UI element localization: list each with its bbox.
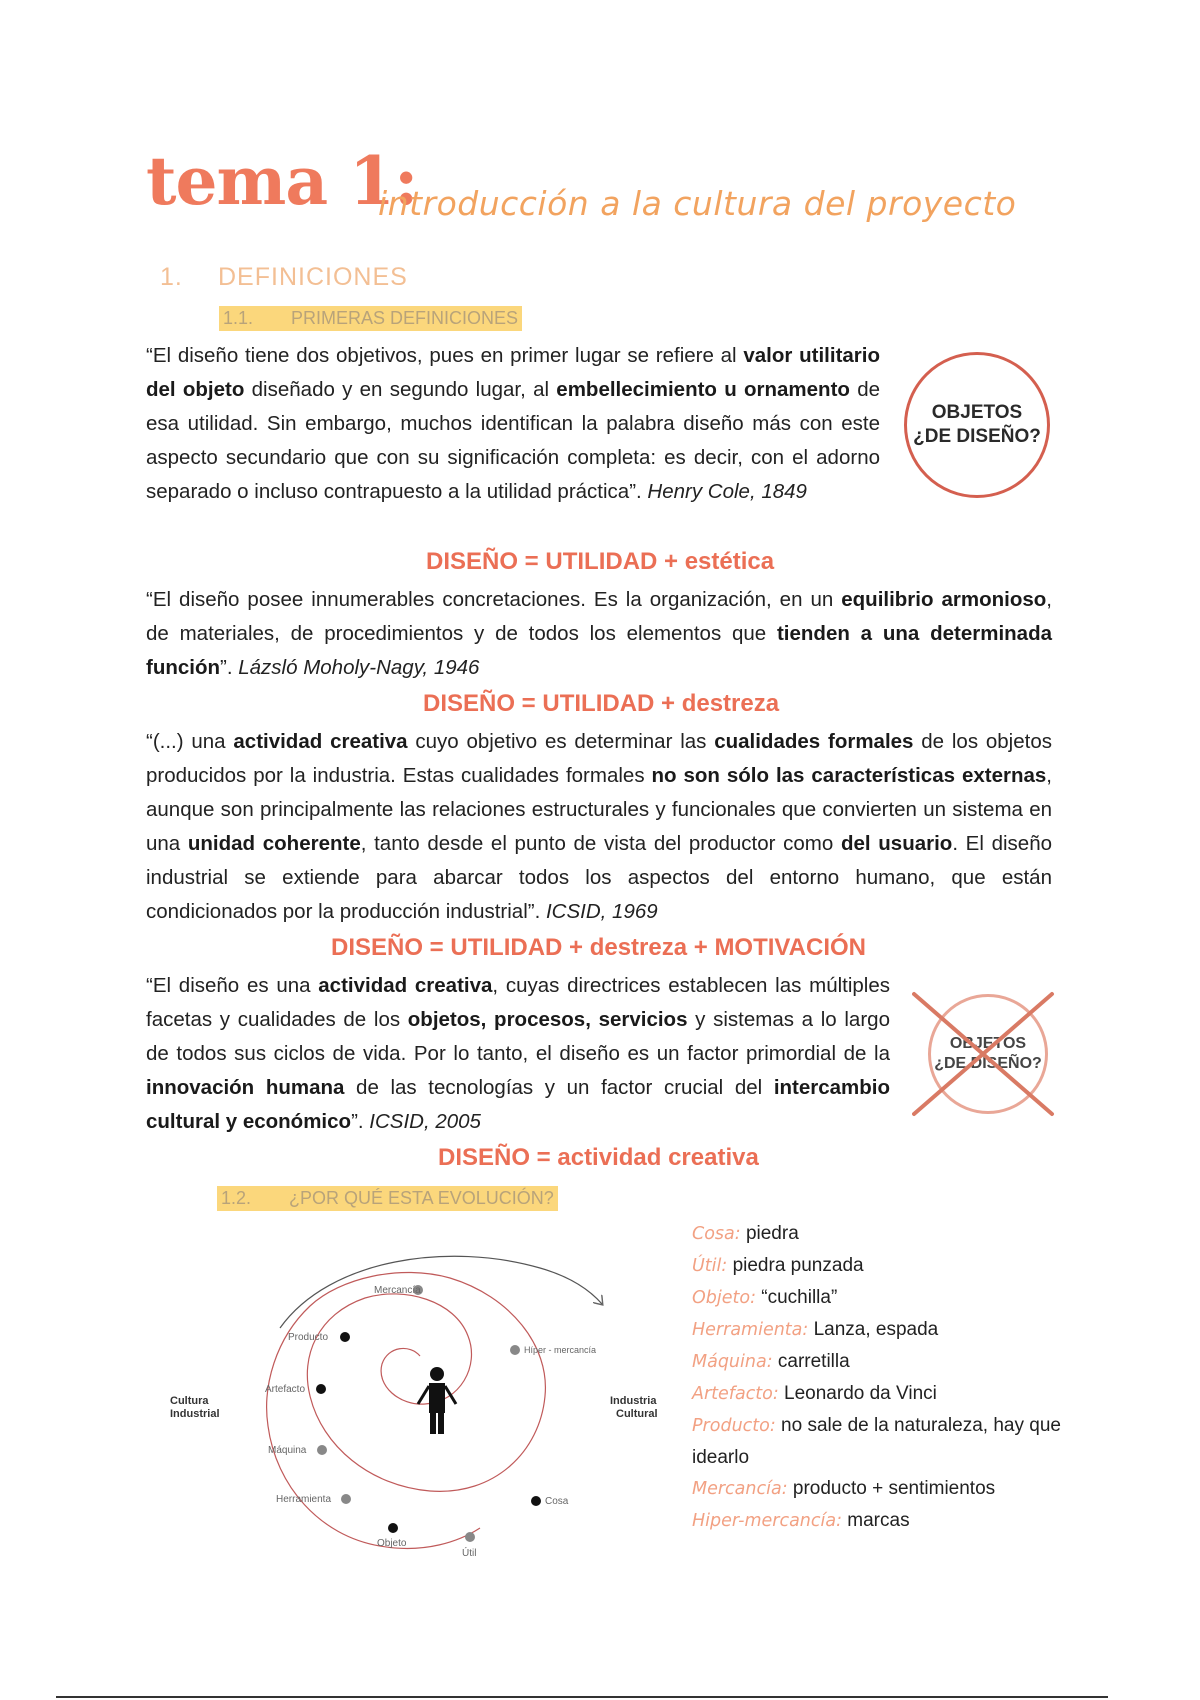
legend-desc: marcas: [842, 1510, 910, 1531]
quote-citation: ICSID, 2005: [369, 1110, 481, 1133]
evolution-legend-list: [692, 1218, 1062, 1537]
legend-item: [692, 1346, 1062, 1378]
quote-bold: actividad creativa: [233, 730, 408, 753]
cultura-industrial-label: Cultura: [170, 1395, 209, 1407]
quote-bold: no son sólo las características externas: [651, 764, 1047, 787]
legend-term: Hiper-mercancía:: [692, 1511, 842, 1531]
node-label: Mercancía: [374, 1285, 421, 1296]
quote-text: “(...) una: [146, 730, 234, 753]
quote-icsid-1969: [146, 725, 1052, 929]
node-label: Objeto: [377, 1538, 407, 1549]
page-title: tema 1:: [146, 142, 418, 220]
legend-item: [692, 1378, 1062, 1410]
legend-item: [692, 1218, 1062, 1250]
quote-henry-cole: [146, 339, 880, 509]
formula-destreza: DISEÑO = UTILIDAD + destreza: [423, 690, 780, 717]
legend-item: [692, 1473, 1062, 1505]
quote-bold: valor utilitario del objeto: [146, 344, 880, 401]
quote-text: “El diseño tiene dos objetivos, pues en primer lugar se refiere al: [146, 344, 744, 367]
legend-item: [692, 1505, 1062, 1537]
legend-item: [692, 1250, 1062, 1282]
evolution-spiral-diagram: [150, 1236, 670, 1576]
legend-term: Artefacto:: [692, 1384, 779, 1404]
crossed-objetos-badge: [912, 990, 1062, 1120]
legend-term: Cosa:: [692, 1224, 741, 1244]
quote-text: “El diseño posee innumerables concretaciones. Es la organización, en un: [146, 588, 842, 611]
quote-text: y sistemas a lo largo de todos sus ciclos de vida. Por lo tanto, el diseño es un factor primordial de la: [146, 1008, 890, 1065]
legend-desc: Lanza, espada: [808, 1319, 939, 1340]
industria-cultural-label: Cultural: [616, 1408, 658, 1420]
legend-item: [692, 1282, 1062, 1314]
quote-citation: Henry Cole, 1849: [647, 480, 807, 503]
quote-text: , de materiales, de procedimientos y de todos los elementos que: [146, 588, 1052, 645]
cultura-industrial-label: Industrial: [170, 1408, 220, 1420]
node-label: Cosa: [545, 1496, 569, 1507]
person-icon: [418, 1367, 456, 1434]
quote-text: “El diseño es una: [146, 974, 319, 997]
subsection-label: ¿POR QUÉ ESTA EVOLUCIÓN?: [289, 1188, 554, 1208]
subsection-heading-evolucion: [217, 1186, 558, 1211]
node-label: Útil: [462, 1548, 477, 1559]
node-label: Herramienta: [276, 1494, 332, 1505]
node-maquina: [268, 1445, 327, 1456]
page-subtitle: introducción a la cultura del proyecto: [378, 184, 1017, 223]
node-objeto: [377, 1523, 407, 1549]
quote-citation: Lázsló Moholy-Nagy, 1946: [238, 656, 480, 679]
quote-citation: ICSID, 1969: [545, 900, 658, 923]
section-number: 1.: [160, 263, 183, 291]
node-artefacto: [265, 1384, 326, 1395]
legend-term: Útil:: [692, 1256, 728, 1276]
quote-text: ”.: [351, 1110, 370, 1133]
quote-moholy-nagy: [146, 583, 1052, 685]
quote-bold: objetos, procesos, servicios: [407, 1008, 688, 1031]
formula-motivacion: DISEÑO = UTILIDAD + destreza + MOTIVACIÓN: [331, 934, 866, 961]
legend-term: Producto:: [692, 1416, 776, 1436]
node-herramienta: [276, 1494, 351, 1505]
node-label: Producto: [288, 1332, 329, 1343]
quote-bold: tienden a una determinada función: [146, 622, 1052, 679]
quote-text: diseñado y en segundo lugar, al: [244, 378, 557, 401]
section-label: DEFINICIONES: [218, 263, 408, 291]
page-bottom-rule: [56, 1696, 1108, 1698]
quote-text: de esa utilidad. Sin embargo, muchos identifican la palabra diseño más con este aspecto secundario que con su significación completa: es decir, con el adorno separado o incluso contrapuesto a la utilidad práctica”.: [146, 378, 880, 503]
legend-term: Herramienta:: [692, 1320, 809, 1340]
section-heading-definiciones: [160, 263, 408, 292]
formula-actividad-creativa: DISEÑO = actividad creativa: [438, 1144, 759, 1171]
legend-item: [692, 1410, 1062, 1473]
node-producto: [288, 1332, 350, 1343]
quote-text: de las tecnologías y un factor crucial del: [344, 1076, 774, 1099]
legend-term: Objeto:: [692, 1288, 756, 1308]
subsection-number: 1.1.: [223, 308, 254, 328]
quote-text: , cuyas directrices establecen las múltiples facetas y cualidades de los: [146, 974, 891, 1031]
legend-desc: carretilla: [772, 1351, 850, 1372]
node-hiper-mercancia: [510, 1345, 596, 1355]
quote-bold: equilibrio armonioso: [841, 588, 1047, 611]
subsection-number: 1.2.: [221, 1188, 252, 1208]
quote-bold: cualidades formales: [714, 730, 914, 753]
legend-term: Máquina:: [692, 1352, 773, 1372]
badge-line: OBJETOS: [949, 1035, 1027, 1052]
quote-text: , tanto desde el punto de vista del productor como: [360, 832, 841, 855]
legend-desc: “cuchilla”: [755, 1287, 838, 1308]
quote-text: . El diseño industrial se extiende para abarcar todos los aspectos del entorno humano, que están condicionados por la producción industrial”.: [146, 832, 1053, 923]
objetos-de-diseno-badge: [904, 352, 1050, 498]
cross-mark-icon: [912, 990, 1062, 1120]
industria-cultural-label: Industria: [610, 1395, 657, 1407]
quote-text: de los objetos producidos por la industria. Estas cualidades formales: [146, 730, 1052, 787]
quote-bold: innovación humana: [146, 1076, 345, 1099]
legend-term: Mercancía:: [692, 1479, 788, 1499]
quote-bold: embellecimiento u ornamento: [556, 378, 850, 401]
quote-bold: del usuario: [840, 832, 953, 855]
legend-item: [692, 1314, 1062, 1346]
quote-bold: unidad coherente: [187, 832, 361, 855]
legend-desc: Leonardo da Vinci: [778, 1383, 937, 1404]
quote-icsid-2005: [146, 969, 890, 1139]
node-cosa: [531, 1496, 569, 1507]
badge-line: ¿DE DISEÑO?: [913, 426, 1041, 447]
node-label: Artefacto: [265, 1384, 306, 1395]
subsection-label: PRIMERAS DEFINICIONES: [291, 308, 519, 328]
node-label: Híper - mercancía: [524, 1345, 597, 1355]
quote-bold: actividad creativa: [318, 974, 493, 997]
legend-desc: no sale de la naturaleza, hay que idearlo: [692, 1415, 1061, 1468]
quote-bold: intercambio cultural y económico: [146, 1076, 891, 1133]
quote-text: cuyo objetivo es determinar las: [407, 730, 715, 753]
formula-estetica: DISEÑO = UTILIDAD + estética: [426, 548, 775, 575]
spiral-middle: [267, 1273, 546, 1549]
node-mercancia: [374, 1285, 423, 1296]
subsection-heading-primeras: [219, 306, 522, 331]
quote-text: , aunque son principalmente las relaciones estructurales y funcionales que convierten un sistema en una: [146, 764, 1052, 855]
quote-text: ”.: [220, 656, 239, 679]
legend-desc: piedra: [740, 1223, 799, 1244]
badge-line: OBJETOS: [931, 402, 1023, 423]
legend-desc: piedra punzada: [727, 1255, 864, 1276]
node-label: Máquina: [268, 1445, 307, 1456]
badge-line: ¿DE DISEÑO?: [934, 1055, 1042, 1072]
legend-desc: producto + sentimientos: [787, 1478, 996, 1499]
